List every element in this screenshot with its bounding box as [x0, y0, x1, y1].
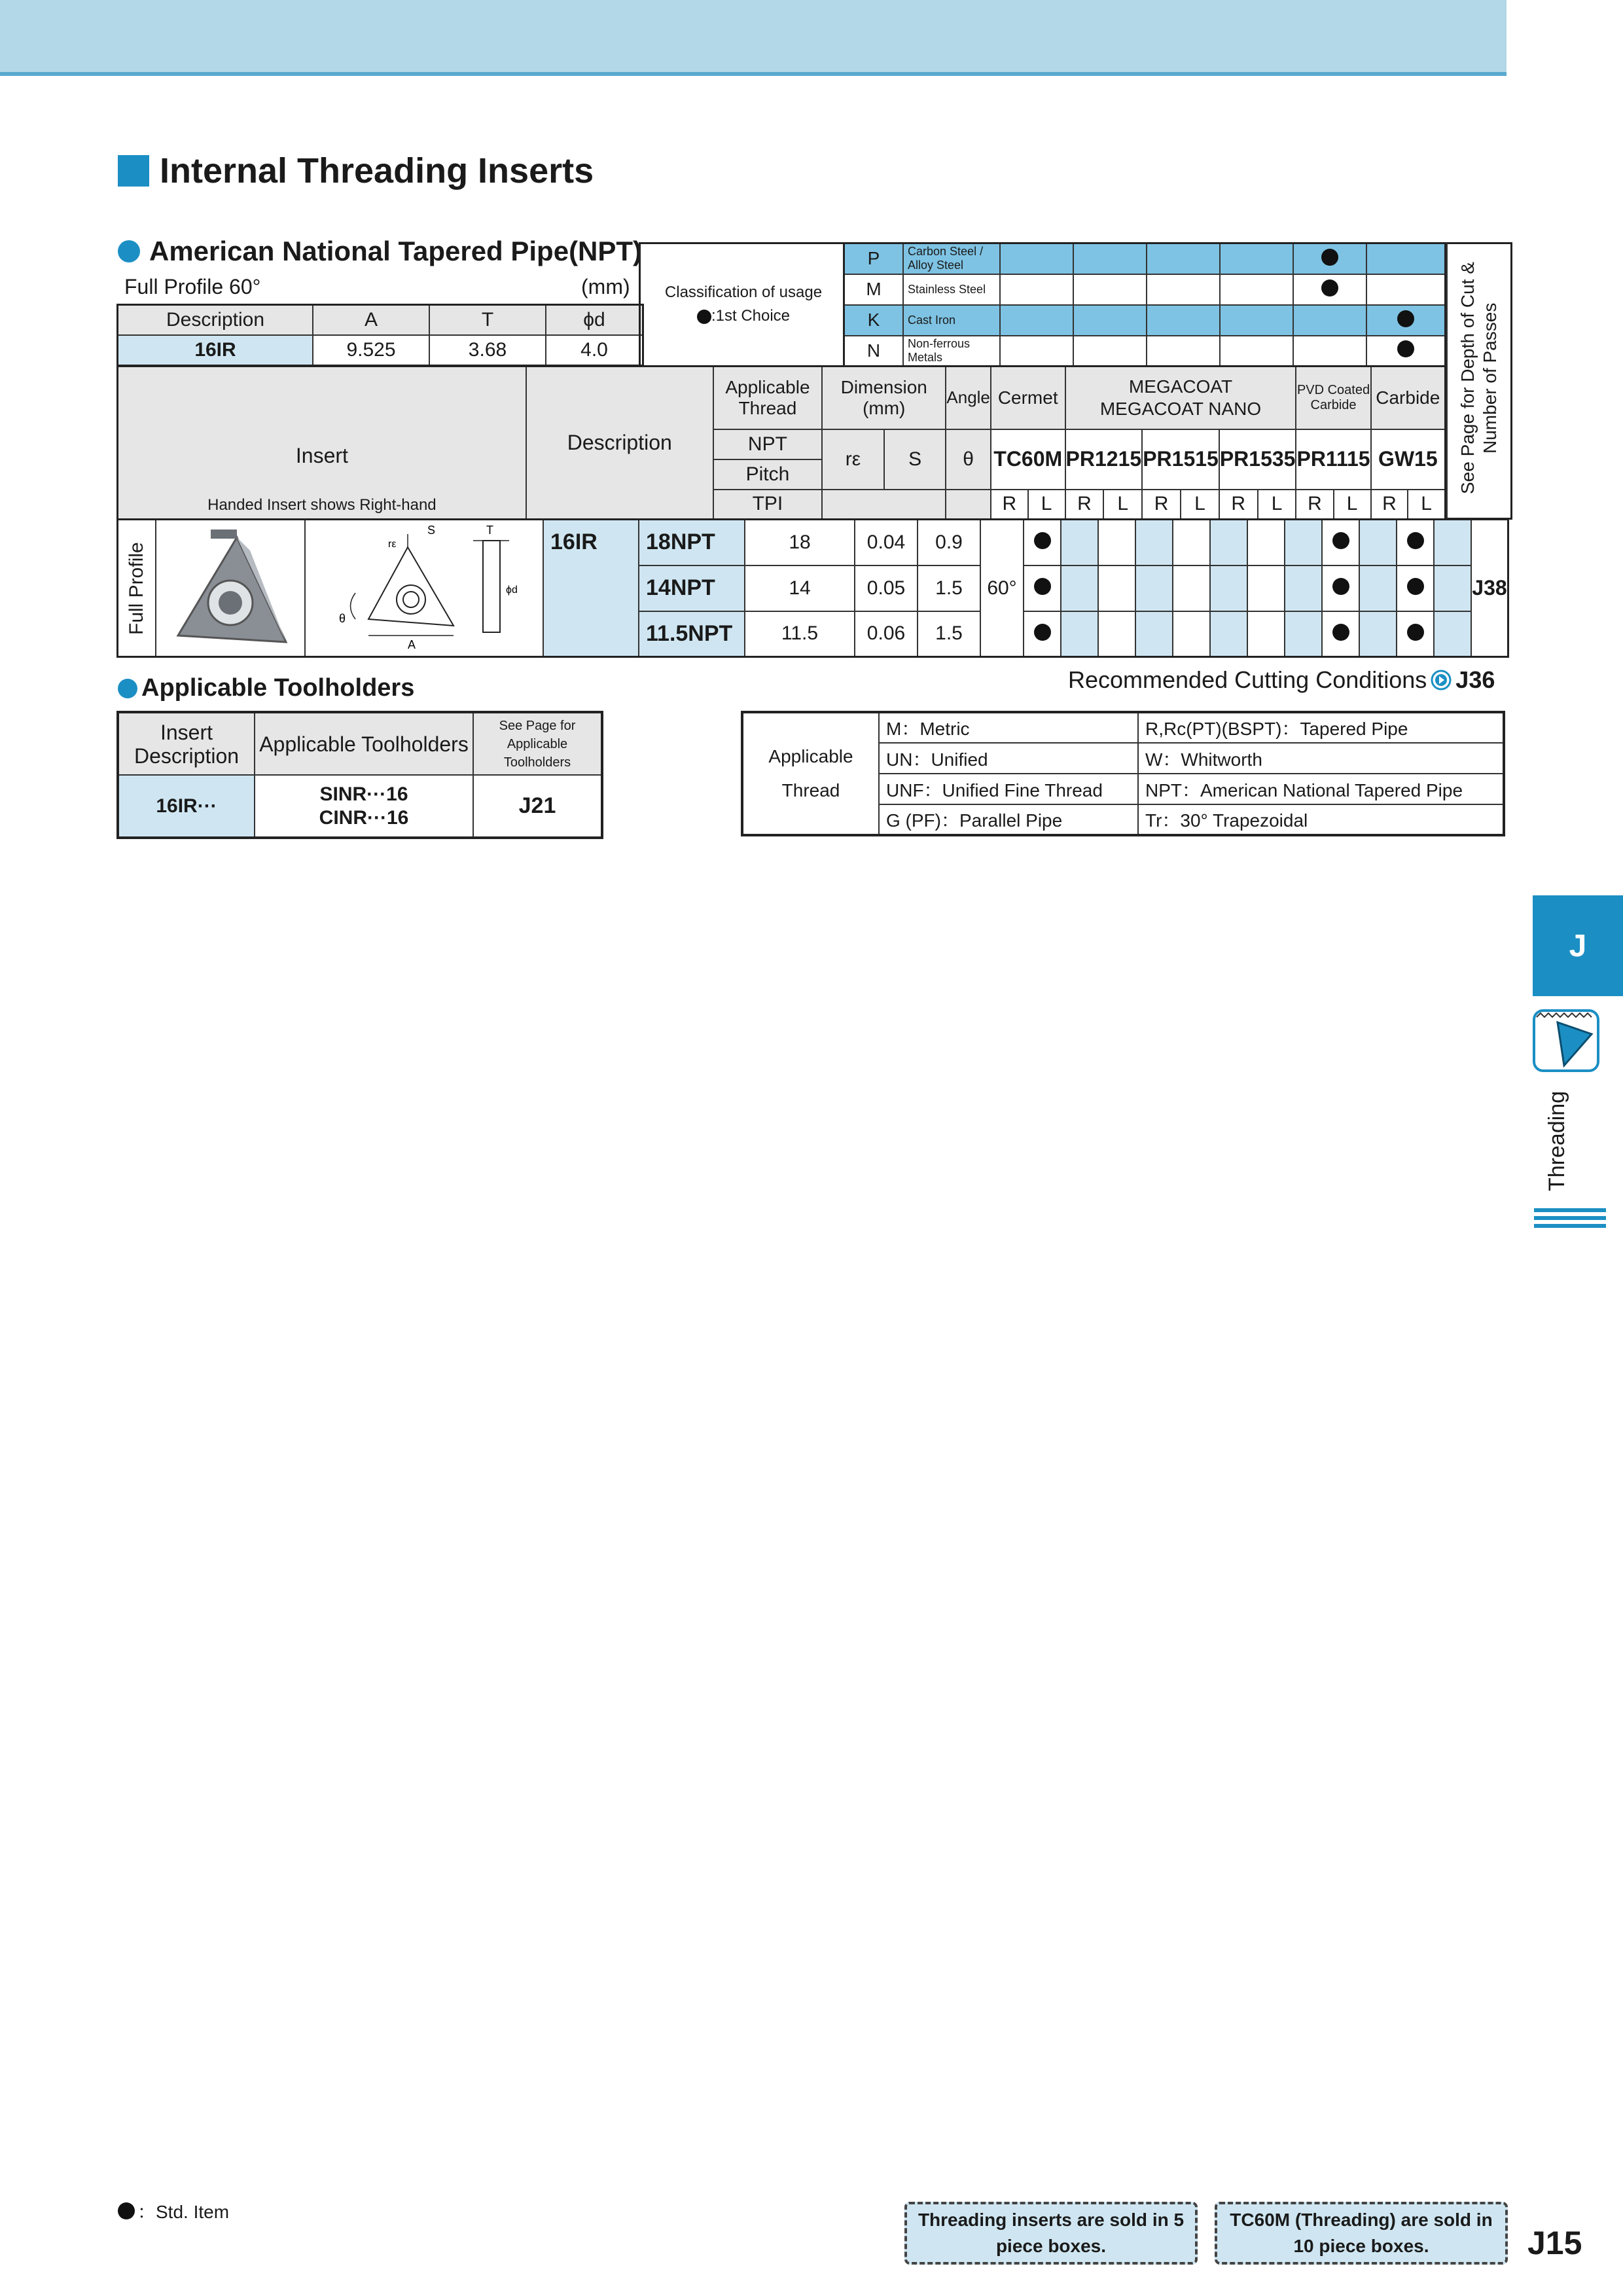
- spec-cell: 3.68: [429, 335, 546, 366]
- hand-l: L: [1181, 490, 1219, 520]
- bullet-icon: [697, 310, 711, 324]
- insert-photo-icon: [165, 524, 296, 649]
- grade-cell: [1247, 565, 1285, 611]
- bullet-icon: [1332, 532, 1349, 549]
- spec-header: ϕd: [546, 305, 643, 336]
- dim-blank: [822, 490, 946, 520]
- grade-cell: [1247, 520, 1285, 565]
- spec-header: Description: [118, 305, 313, 336]
- mat-cell: [1366, 274, 1446, 305]
- hand-r: R: [1219, 490, 1258, 520]
- bullet-icon: [1321, 279, 1338, 296]
- side-tab-letter: J: [1569, 928, 1587, 963]
- insert-drawing-icon: [310, 521, 539, 652]
- grade-cell: [1359, 520, 1397, 565]
- angle-blank: [946, 490, 991, 520]
- data-table: [116, 518, 1509, 658]
- hand-r: R: [991, 490, 1028, 520]
- material-name: Cast Iron: [903, 305, 1000, 336]
- mat-cell: [1073, 305, 1147, 336]
- arrow-circle-icon: [1431, 670, 1452, 691]
- re-cell: 0.06: [855, 611, 918, 657]
- grade-cell: [1285, 565, 1322, 611]
- bullet-icon: [1034, 532, 1051, 549]
- s-cell: 1.5: [918, 611, 980, 657]
- legend-label: [742, 712, 879, 835]
- mat-cell: [1000, 274, 1073, 305]
- angle-header: Angle: [946, 367, 991, 429]
- grade-cell: [1173, 520, 1210, 565]
- grade-cell: [1322, 565, 1359, 611]
- materials-table: [843, 242, 1446, 367]
- recommended-conditions[interactable]: [1068, 666, 1495, 694]
- mat-cell: [1366, 243, 1446, 274]
- bullet-icon: [1321, 249, 1338, 266]
- grade-cell: [1210, 565, 1247, 611]
- grade-cell: [1359, 565, 1397, 611]
- re-cell: 0.05: [855, 565, 918, 611]
- th-header: Applicable Toolholders: [255, 712, 473, 775]
- std-item-text: ：Std. Item: [137, 2202, 230, 2222]
- bullet-icon: [1332, 624, 1349, 641]
- threading-tool-icon: [1531, 1008, 1601, 1073]
- bullet-icon: [1332, 578, 1349, 595]
- note-tc60m: TC60M (Threading) are sold in 10 piece boxes.: [1215, 2202, 1508, 2265]
- grade-cell: [1024, 611, 1061, 657]
- pitch-header: Pitch: [713, 459, 822, 490]
- grade-cell: [1434, 565, 1471, 611]
- hand-r: R: [1142, 490, 1181, 520]
- grade-cell: [1434, 520, 1471, 565]
- hand-l: L: [1334, 490, 1371, 520]
- mat-cell: [1220, 243, 1293, 274]
- bullet-icon: [118, 240, 140, 262]
- carbide-header: Carbide: [1371, 367, 1446, 429]
- recommended-label: Recommended Cutting Conditions: [1068, 666, 1427, 693]
- legend-item: UNF：Unified Fine Thread: [879, 774, 1138, 804]
- megacoat-header: [1065, 367, 1296, 429]
- th-page[interactable]: J21: [473, 775, 602, 838]
- note-threading-inserts: Threading inserts are sold in 5 piece boxes.: [904, 2202, 1198, 2265]
- mat-cell: [1293, 274, 1366, 305]
- grade-cell: [1061, 611, 1098, 657]
- hand-l: L: [1103, 490, 1142, 520]
- bullet-icon: [118, 2202, 135, 2219]
- s-cell: 0.9: [918, 520, 980, 565]
- mat-cell: [1366, 305, 1446, 336]
- grade-pr1535: PR1535: [1219, 429, 1296, 490]
- bullet-icon: [1397, 340, 1414, 357]
- th-header: See Page for Applicable Toolholders: [473, 712, 602, 775]
- mat-cell: [1147, 274, 1220, 305]
- mat-cell: [1073, 243, 1147, 274]
- grade-cell: [1098, 565, 1135, 611]
- bullet-icon: [1034, 624, 1051, 641]
- mat-cell: [1147, 305, 1220, 336]
- mat-cell: [1147, 243, 1220, 274]
- thread-11-5npt: 11.5NPT: [639, 611, 745, 657]
- grade-cell: [1061, 520, 1098, 565]
- legend-item: Tr：30° Trapezoidal: [1138, 804, 1504, 835]
- angle-cell: 60°: [980, 520, 1024, 657]
- mat-cell: [1147, 336, 1220, 367]
- drawing-s: S: [427, 524, 436, 537]
- thread-14npt: 14NPT: [639, 565, 745, 611]
- hand-l: L: [1258, 490, 1296, 520]
- mat-cell: [1366, 336, 1446, 367]
- dimension-header: Dimension (mm): [822, 367, 946, 429]
- material-code: P: [844, 243, 904, 274]
- hand-r: R: [1065, 490, 1104, 520]
- grade-cell: [1210, 520, 1247, 565]
- insert-desc-cell: [543, 520, 639, 657]
- grade-cell: [1397, 520, 1434, 565]
- description-header: Description: [526, 367, 713, 520]
- re-cell: 0.04: [855, 520, 918, 565]
- mat-cell: [1220, 274, 1293, 305]
- mat-cell: [1000, 305, 1073, 336]
- header-band: [0, 0, 1507, 76]
- std-item-note: [118, 2198, 229, 2224]
- mat-cell: [1073, 336, 1147, 367]
- drawing-re: rε: [388, 539, 397, 550]
- drawing-theta: θ: [339, 612, 346, 625]
- spec-header: A: [313, 305, 429, 336]
- insert-label: Insert: [295, 444, 348, 467]
- grade-cell: [1173, 565, 1210, 611]
- cermet-header: Cermet: [991, 367, 1065, 429]
- bullet-icon: [1397, 310, 1414, 327]
- tpi-cell: 18: [745, 520, 855, 565]
- side-tab-label-wrap: [1544, 1086, 1590, 1191]
- material-name: Carbon Steel / Alloy Steel: [903, 243, 1000, 274]
- grade-cell: [1173, 611, 1210, 657]
- square-icon: [118, 155, 149, 187]
- classification-label: Classification of usage: [664, 283, 823, 301]
- legend-item: G (PF)：Parallel Pipe: [879, 804, 1138, 835]
- material-code: N: [844, 336, 904, 367]
- material-code: K: [844, 305, 904, 336]
- spec-cell: 16IR: [118, 335, 313, 366]
- grade-cell: [1098, 611, 1135, 657]
- side-tab-j[interactable]: [1533, 895, 1623, 996]
- material-name: Non-ferrous Metals: [903, 336, 1000, 367]
- theta-header: θ: [946, 429, 991, 490]
- grade-cell: [1210, 611, 1247, 657]
- mat-cell: [1073, 274, 1147, 305]
- see-page-label: See Page for Depth of Cut & Number of Passes: [1457, 262, 1500, 495]
- grade-cell: [1135, 565, 1173, 611]
- side-tab-label: Threading: [1544, 1090, 1569, 1191]
- see-page-column: [1446, 242, 1512, 520]
- grade-cell: [1322, 611, 1359, 657]
- spec-cell: 9.525: [313, 335, 429, 366]
- thread-18npt: 18NPT: [639, 520, 745, 565]
- full-profile-cell: [118, 520, 156, 657]
- legend-item: R,Rc(PT)(BSPT)：Tapered Pipe: [1138, 712, 1504, 743]
- grade-pr1215: PR1215: [1065, 429, 1143, 490]
- handed-note: Handed Insert shows Right-hand: [207, 496, 437, 514]
- grade-cell: [1061, 565, 1098, 611]
- mat-cell: [1220, 336, 1293, 367]
- s-cell: 1.5: [918, 565, 980, 611]
- grade-cell: [1397, 565, 1434, 611]
- mat-cell: [1000, 243, 1073, 274]
- mat-cell: [1293, 336, 1366, 367]
- legend-item: W：Whitworth: [1138, 743, 1504, 774]
- hand-l: L: [1408, 490, 1445, 520]
- megacoat-label: MEGACOAT: [1128, 376, 1233, 397]
- page-number: J15: [1527, 2225, 1582, 2261]
- grade-pr1115: PR1115: [1296, 429, 1370, 490]
- classification-box: [639, 242, 846, 367]
- spec-table: [116, 304, 644, 367]
- drawing-a: A: [408, 638, 416, 651]
- grade-cell: [1322, 520, 1359, 565]
- hand-r: R: [1371, 490, 1408, 520]
- drawing-t: T: [486, 524, 493, 537]
- tpi-header: TPI: [713, 490, 822, 520]
- insert-header: [118, 367, 526, 520]
- mat-cell: [1000, 336, 1073, 367]
- applicable-thread-header: Applicable Thread: [713, 367, 822, 429]
- legend-item: M：Metric: [879, 712, 1138, 743]
- bullet-icon: [1034, 578, 1051, 595]
- main-header-table: [116, 365, 1446, 520]
- grade-cell: [1135, 520, 1173, 565]
- full-profile-label: Full Profile: [126, 541, 147, 635]
- bullet-icon: [118, 679, 137, 698]
- grade-gw15: GW15: [1371, 429, 1446, 490]
- tpi-cell: 14: [745, 565, 855, 611]
- toolholders-table: [116, 711, 603, 839]
- pvd-header: PVD Coated Carbide: [1296, 367, 1370, 429]
- material-code: M: [844, 274, 904, 305]
- hand-r: R: [1296, 490, 1333, 520]
- first-choice-note: :1st Choice: [641, 307, 846, 325]
- th-insert: 16IR···: [118, 775, 255, 838]
- s-header: S: [884, 429, 946, 490]
- holder-cinr: CINR···16: [319, 806, 409, 829]
- insert-photo: [156, 520, 305, 657]
- legend-item: NPT：American National Tapered Pipe: [1138, 774, 1504, 804]
- bullet-icon: [1407, 578, 1424, 595]
- section-title: Internal Threading Inserts: [118, 151, 594, 191]
- profile-label: Full Profile 60°: [124, 275, 261, 298]
- th-holders: [255, 775, 473, 838]
- npt-title: American National Tapered Pipe(NPT): [118, 236, 642, 267]
- grade-cell: [1024, 520, 1061, 565]
- grade-cell: [1285, 611, 1322, 657]
- spec-cell: 4.0: [546, 335, 643, 366]
- legend-item: UN：Unified: [879, 743, 1138, 774]
- holder-sinr: SINR···16: [319, 783, 408, 805]
- grade-pr1515: PR1515: [1142, 429, 1219, 490]
- grade-cell: [1024, 565, 1061, 611]
- npt-header: NPT: [713, 429, 822, 459]
- mat-cell: [1293, 305, 1366, 336]
- grade-cell: [1359, 611, 1397, 657]
- grade-cell: [1247, 611, 1285, 657]
- grade-cell: [1135, 611, 1173, 657]
- re-header: rε: [822, 429, 884, 490]
- material-name: Stainless Steel: [903, 274, 1000, 305]
- grade-tc60m: TC60M: [991, 429, 1065, 490]
- see-page-cell[interactable]: J38: [1471, 520, 1508, 657]
- tpi-cell: 11.5: [745, 611, 855, 657]
- toolholders-title: Applicable Toolholders: [118, 674, 414, 702]
- bullet-icon: [1407, 532, 1424, 549]
- threading-icon: [1531, 1008, 1601, 1073]
- hand-l: L: [1028, 490, 1065, 520]
- grade-cell: [1285, 520, 1322, 565]
- mat-cell: [1220, 305, 1293, 336]
- side-stripes: [1534, 1208, 1606, 1228]
- spec-header: T: [429, 305, 546, 336]
- recommended-page: J36: [1455, 666, 1495, 693]
- insert-drawing: [305, 520, 543, 657]
- drawing-d: ϕd: [506, 584, 518, 596]
- th-header: Insert Description: [118, 712, 255, 775]
- unit-label: (mm): [581, 275, 630, 298]
- grade-cell: [1397, 611, 1434, 657]
- grade-cell: [1434, 611, 1471, 657]
- bullet-icon: [1407, 624, 1424, 641]
- grade-cell: [1098, 520, 1135, 565]
- megacoat-nano-label: MEGACOAT NANO: [1099, 398, 1262, 419]
- mat-cell: [1293, 243, 1366, 274]
- thread-legend-table: [741, 711, 1505, 836]
- insert-desc: 16IR: [550, 529, 597, 554]
- legend-label-text: Applicable Thread: [768, 746, 853, 800]
